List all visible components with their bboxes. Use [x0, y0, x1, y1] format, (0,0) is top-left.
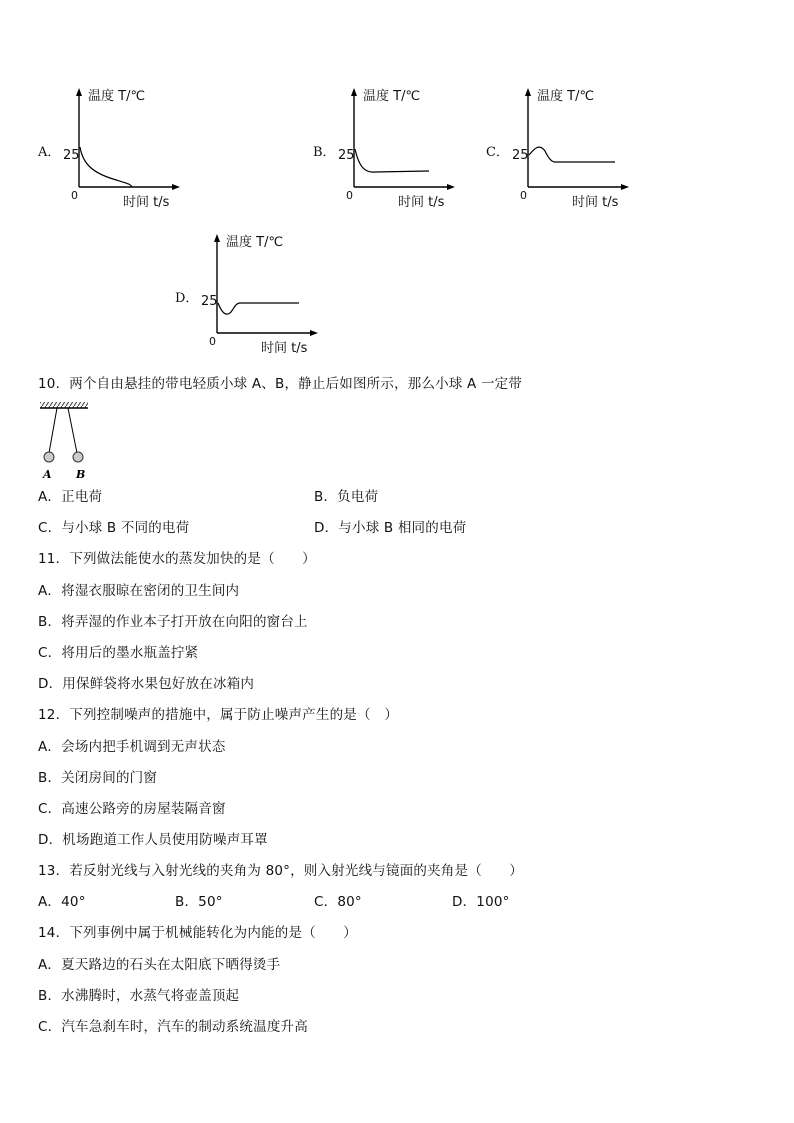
y-axis-arrow-icon [525, 88, 531, 96]
origin-label: 0 [520, 189, 527, 202]
graph-c [507, 85, 647, 215]
q11-option-a: A．将湿衣服晾在密闭的卫生间内 [38, 583, 240, 599]
origin-label: 0 [71, 189, 78, 202]
q10-stem: 10．两个自由悬挂的带电轻质小球 A、B，静止后如图所示，那么小球 A 一定带 [38, 376, 523, 392]
y-axis-arrow-icon [214, 234, 220, 242]
q14-option-b: B．水沸腾时，水蒸气将壶盖顶起 [38, 988, 240, 1004]
y-tick-25: 25 [512, 148, 529, 163]
x-axis-label: 时间 t/s [572, 195, 619, 210]
thread-a [49, 408, 57, 453]
q12-option-b: B．关闭房间的门窗 [38, 770, 158, 786]
x-axis-arrow-icon [310, 330, 318, 336]
graph-b [333, 85, 473, 215]
option-label-c: C． [486, 145, 509, 160]
q10-option-a: A．正电荷 [38, 489, 103, 505]
curve-c [529, 147, 615, 162]
y-tick-25: 25 [338, 148, 355, 163]
y-axis-arrow-icon [351, 88, 357, 96]
q12-option-d: D．机场跑道工作人员使用防噪声耳罩 [38, 832, 268, 848]
q11-option-b: B．将弄湿的作业本子打开放在向阳的窗台上 [38, 614, 308, 630]
origin-label: 0 [346, 189, 353, 202]
option-label-a: A． [38, 145, 61, 160]
q12-option-c: C．高速公路旁的房屋装隔音窗 [38, 801, 226, 817]
y-axis-arrow-icon [76, 88, 82, 96]
hanging-balls-figure [38, 400, 92, 482]
y-tick-25: 25 [201, 294, 218, 309]
x-axis-label: 时间 t/s [261, 341, 308, 356]
x-axis-label: 时间 t/s [398, 195, 445, 210]
q11-stem: 11．下列做法能使水的蒸发加快的是（ ） [38, 551, 316, 567]
x-axis-arrow-icon [172, 184, 180, 190]
q10-option-d: D．与小球 B 相同的电荷 [314, 520, 467, 536]
q10-option-b: B．负电荷 [314, 489, 379, 505]
q14-option-a: A．夏天路边的石头在太阳底下晒得烫手 [38, 957, 281, 973]
q12-option-a: A．会场内把手机调到无声状态 [38, 739, 226, 755]
q12-stem: 12．下列控制噪声的措施中，属于防止噪声产生的是（ ） [38, 707, 399, 723]
y-axis-label: 温度 T/℃ [363, 89, 421, 104]
y-axis-label: 温度 T/℃ [226, 235, 284, 250]
thread-b [68, 408, 77, 453]
q11-option-c: C．将用后的墨水瓶盖拧紧 [38, 645, 199, 661]
q13-option-a: A．40° [38, 894, 86, 910]
q14-option-c: C．汽车急刹车时，汽车的制动系统温度升高 [38, 1019, 308, 1035]
q13-option-c: C．80° [314, 894, 362, 910]
x-axis-arrow-icon [621, 184, 629, 190]
ceiling-hatch [40, 402, 88, 408]
curve-b [355, 149, 429, 172]
option-label-b: B． [313, 145, 336, 160]
y-tick-25: 25 [63, 148, 80, 163]
x-axis-label: 时间 t/s [123, 195, 170, 210]
ball-a [44, 452, 54, 462]
q10-option-c: C．与小球 B 不同的电荷 [38, 520, 190, 536]
q13-option-d: D．100° [452, 894, 510, 910]
q11-option-d: D．用保鲜袋将水果包好放在冰箱内 [38, 676, 255, 692]
ball-b [73, 452, 83, 462]
y-axis-label: 温度 T/℃ [88, 89, 146, 104]
q13-option-b: B．50° [175, 894, 223, 910]
x-axis-arrow-icon [447, 184, 455, 190]
q13-stem: 13．若反射光线与入射光线的夹角为 80°，则入射光线与镜面的夹角是（ ） [38, 863, 523, 879]
ball-a-label: A [43, 468, 52, 481]
graph-a [58, 85, 198, 215]
ball-b-label: B [76, 468, 86, 481]
origin-label: 0 [209, 335, 216, 348]
q14-stem: 14．下列事例中属于机械能转化为内能的是（ ） [38, 925, 357, 941]
y-axis-label: 温度 T/℃ [537, 89, 595, 104]
option-label-d: D． [175, 291, 199, 306]
curve-a [80, 147, 132, 187]
graph-d [196, 231, 336, 361]
curve-d [218, 303, 299, 314]
